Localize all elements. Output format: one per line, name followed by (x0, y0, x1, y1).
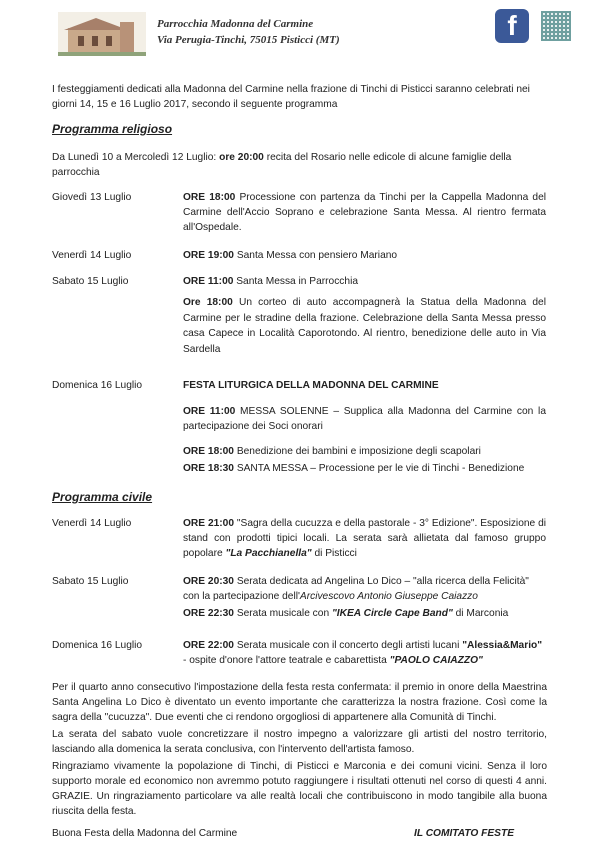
sabato-text-2: Un corteo di auto accompagnerà la Statua della Madonna del Carmine per le stradine della frazione. Celebrazione della Santa Messa presso casa Capece in Località Caporotondo. Al rientro, benedizione delle auto in Via Sardella (183, 297, 546, 355)
venerdi-entry (183, 248, 546, 263)
rosary-text: recita del Rosario nelle edicole di alcune famiglie della parrocchia (52, 152, 512, 178)
civile-sabato-time-1: ORE 20:30 (183, 576, 234, 587)
closing-paragraph-2: La serata del sabato vuole concretizzare il nostro impegno a valorizzare gli artisti del nostro territorio, lasciando alla domenica la serata conclusiva, con l'intervento dell'artista famoso. (52, 729, 547, 755)
giovedi-time: ORE 18:00 (183, 192, 236, 203)
domenica-text-1b: – Supplica alla Madonna del Carmine con la partecipazione dei Soci onorari (183, 406, 546, 432)
domenica-label: Domenica 16 Luglio (52, 380, 143, 391)
parish-address: Via Perugia-Tinchi, 75015 Pisticci (MT) (157, 34, 340, 46)
domenica-entry-1 (183, 404, 546, 434)
civile-sabato-text-2b: di Marconia (455, 608, 509, 619)
sabato-entry-2 (183, 295, 546, 357)
qr-code-icon (541, 11, 571, 41)
giovedi-label: Giovedì 13 Luglio (52, 192, 132, 203)
civile-domenica-artists: "Alessia&Mario" (462, 640, 543, 651)
civile-venerdi-text-b: di Pisticci (314, 548, 357, 559)
sabato-label: Sabato 15 Luglio (52, 276, 129, 287)
domenica-text-2: Benedizione dei bambini e imposizione degli scapolari (236, 446, 481, 457)
civile-sabato-time-2: ORE 22:30 (183, 608, 234, 619)
civile-venerdi-time: ORE 21:00 (183, 518, 235, 529)
rosary-entry (52, 150, 547, 180)
venerdi-label: Venerdì 14 Luglio (52, 250, 132, 261)
closing-paragraph-1: Per il quarto anno consecutivo l'impostazione della festa resta confermata: il premio in onore della Maestrina Santa Angelina Lo Dico è diventato un evento importante che caratterizza la nostra frazione. Così come la sagra della "cucuzza". Due eventi che ci rendono orgogliosi di appartenere alla Comunità di Tinchi. (52, 682, 547, 723)
sabato-time-2: Ore 18:00 (183, 297, 233, 308)
giovedi-text: Processione con partenza da Tinchi per la Cappella Madonna del Carmine dell'Accio Soprano e celebrazione Santa Messa. Al rientro fermata all'Ospedale. (183, 192, 546, 233)
closing-paragraph-3: Ringraziamo vivamente la popolazione di Tinchi, di Pisticci e Marconia e dei comuni vicini. Senza il loro supporto morale ed economico non avremmo potuto raggiungere i risultati ottenuti nel corso di questi 4 anni. GRAZIE. Un ringraziamento particolare va alle realtà locali che contribuiscono in modo tangibile alla buona riuscita della festa. (52, 761, 547, 817)
parish-name: Parrocchia Madonna del Carmine (157, 18, 314, 30)
civile-sabato-text-1b: Arcivescovo Antonio Giuseppe Caiazzo (299, 591, 478, 602)
sabato-entry-1 (183, 274, 546, 289)
domenica-time-2: ORE 18:00 (183, 446, 234, 457)
domenica-time-1: ORE 11:00 (183, 406, 236, 417)
signature: IL COMITATO FESTE (414, 828, 514, 839)
venerdi-text: Santa Messa con pensiero Mariano (236, 250, 398, 261)
rosary-date: Da Lunedì 10 a Mercoledì 12 Luglio: (52, 152, 217, 163)
section-title-civile: Programma civile (52, 490, 153, 504)
civile-sabato-entry-1 (183, 574, 546, 604)
civile-venerdi-group: "La Pacchianella" (225, 548, 312, 559)
sabato-text-1: Santa Messa in Parrocchia (236, 276, 358, 287)
civile-domenica-guest: "PAOLO CAIAZZO" (389, 655, 483, 666)
giovedi-entry (183, 190, 546, 235)
domenica-text-1a: MESSA SOLENNE (240, 406, 329, 417)
civile-domenica-label: Domenica 16 Luglio (52, 640, 143, 651)
facebook-icon[interactable]: f (495, 9, 529, 43)
civile-sabato-text-2a: Serata musicale con (236, 608, 330, 619)
civile-sabato-label: Sabato 15 Luglio (52, 576, 129, 587)
civile-domenica-time: ORE 22:00 (183, 640, 234, 651)
civile-domenica-entry (183, 638, 546, 668)
civile-sabato-band: "IKEA Circle Cape Band" (331, 608, 453, 619)
domenica-entry-3 (183, 461, 546, 476)
sabato-time-1: ORE 11:00 (183, 276, 234, 287)
intro-text: I festeggiamenti dedicati alla Madonna del Carmine nella frazione di Tinchi di Pisticci saranno celebrati nei giorni 14, 15 e 16 Luglio 2017, secondo il seguente programma (52, 84, 530, 110)
domenica-time-3: ORE 18:30 (183, 463, 234, 474)
section-title-religioso: Programma religioso (52, 122, 173, 136)
civile-sabato-text-1a: Serata dedicata ad Angelina Lo Dico – "alla ricerca della Felicità" con la partecipazione dell' (183, 576, 529, 602)
civile-domenica-text-a: Serata musicale con il concerto degli artisti lucani (236, 640, 460, 651)
rosary-time: ore 20:00 (219, 152, 264, 163)
domenica-title: FESTA LITURGICA DELLA MADONNA DEL CARMINE (183, 380, 439, 391)
civile-domenica-text-b: - ospite d'onore l'attore teatrale e cabarettista (183, 655, 387, 666)
greeting: Buona Festa della Madonna del Carmine (52, 828, 238, 839)
civile-venerdi-entry (183, 516, 546, 561)
civile-sabato-entry-2 (183, 606, 546, 621)
domenica-entry-2 (183, 444, 546, 459)
domenica-text-3: SANTA MESSA – Processione per le vie di Tinchi - Benedizione (236, 463, 525, 474)
venerdi-time: ORE 19:00 (183, 250, 234, 261)
civile-venerdi-text-a: "Sagra della cucuzza e della pastorale - 3° Edizione". Esposizione di stand con prodotti tipici locali. La serata sarà allietata dal famoso gruppo popolare (183, 518, 546, 559)
church-logo (58, 12, 146, 56)
civile-venerdi-label: Venerdì 14 Luglio (52, 518, 132, 529)
